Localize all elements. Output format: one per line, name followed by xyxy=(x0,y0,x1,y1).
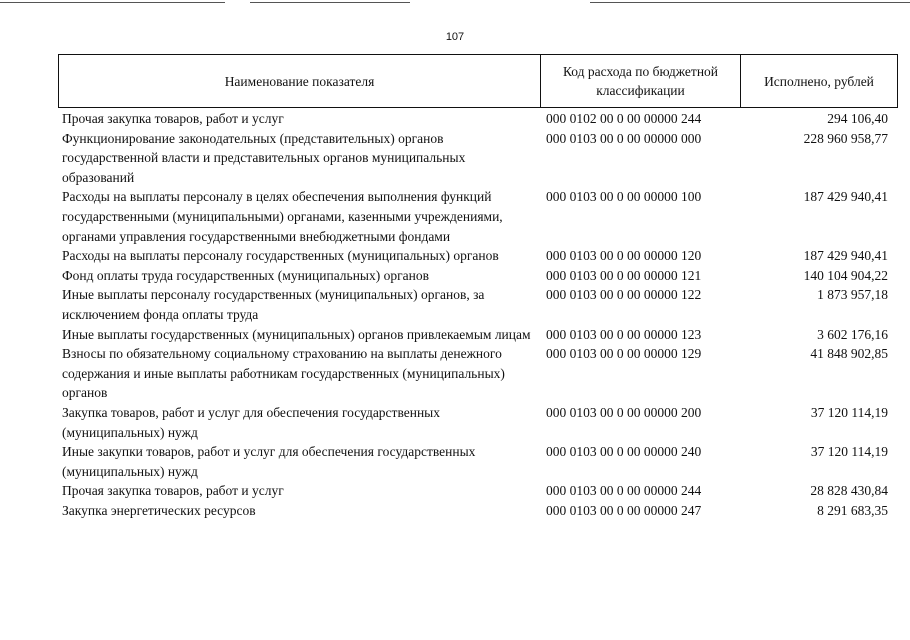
scan-top-line xyxy=(250,2,410,3)
table-row xyxy=(62,246,890,266)
table-row xyxy=(62,187,890,246)
table-header xyxy=(58,54,898,108)
row-name: Расходы на выплаты персоналу в целях обеспечения выполнения функций государственными (муниципальными) органами, казенными учреждениями, органами управления государственными внебюджетными фондами xyxy=(62,189,503,244)
row-name: Закупка энергетических ресурсов xyxy=(62,502,256,518)
table-row xyxy=(62,501,890,521)
row-code: 000 0103 00 0 00 00000 000 xyxy=(546,130,702,146)
row-name: Иные выплаты государственных (муниципальных) органов привлекаемым лицам xyxy=(62,326,531,342)
row-code: 000 0103 00 0 00 00000 200 xyxy=(546,404,702,420)
row-code: 000 0103 00 0 00 00000 121 xyxy=(546,267,702,283)
header-value: Исполнено, рублей xyxy=(764,73,874,89)
row-value: 294 106,40 xyxy=(827,111,888,126)
row-name: Расходы на выплаты персоналу государственных (муниципальных) органов xyxy=(62,248,499,264)
page-number: 107 xyxy=(445,31,465,43)
row-code: 000 0103 00 0 00 00000 123 xyxy=(546,326,702,342)
row-name: Прочая закупка товаров, работ и услуг xyxy=(62,111,284,126)
table-row xyxy=(62,344,890,403)
row-value: 187 429 940,41 xyxy=(803,189,888,205)
row-value: 228 960 958,77 xyxy=(803,130,888,146)
row-name: Иные выплаты персоналу государственных (муниципальных) органов, за исключением фонда оплаты труда xyxy=(62,287,485,322)
header-code: Код расхода по бюджетной классификации xyxy=(541,55,741,107)
row-code: 000 0103 00 0 00 00000 122 xyxy=(546,287,702,303)
row-code: 000 0103 00 0 00 00000 247 xyxy=(546,502,702,518)
row-name: Закупка товаров, работ и услуг для обеспечения государственных (муниципальных) нужд xyxy=(62,404,441,440)
table-row xyxy=(62,481,890,501)
row-name: Взносы по обязательному социальному страхованию на выплаты денежного содержания и иные выплаты работникам государственных (муниципальных) органов xyxy=(62,346,505,401)
row-name: Фонд оплаты труда государственных (муниципальных) органов xyxy=(62,267,429,283)
row-code: 000 0103 00 0 00 00000 100 xyxy=(546,189,702,205)
row-value: 187 429 940,41 xyxy=(803,248,888,264)
row-value: 37 120 114,19 xyxy=(810,404,888,420)
row-value: 8 291 683,35 xyxy=(817,502,888,518)
table-row xyxy=(62,442,890,481)
scan-top-line xyxy=(0,2,225,3)
table-row xyxy=(62,129,890,188)
table-row xyxy=(62,285,890,324)
table-row xyxy=(62,109,890,129)
row-value: 140 104 904,22 xyxy=(803,267,888,283)
row-name: Прочая закупка товаров, работ и услуг xyxy=(62,483,284,499)
row-value: 37 120 114,19 xyxy=(810,444,888,460)
table-body xyxy=(62,109,890,520)
row-value: 41 848 902,85 xyxy=(810,346,888,362)
scan-top-line xyxy=(590,2,910,3)
row-code: 000 0103 00 0 00 00000 240 xyxy=(546,444,702,460)
row-value: 1 873 957,18 xyxy=(817,287,888,303)
row-name: Функционирование законодательных (представительных) органов государственной власти и представительных органов муниципальных образований xyxy=(62,130,466,185)
row-name: Иные закупки товаров, работ и услуг для обеспечения государственных (муниципальных) нужд xyxy=(62,444,476,479)
row-code: 000 0102 00 0 00 00000 244 xyxy=(546,111,702,126)
table-row xyxy=(62,325,890,345)
row-value: 28 828 430,84 xyxy=(810,483,888,499)
row-value: 3 602 176,16 xyxy=(817,326,888,342)
table-row xyxy=(62,266,890,286)
row-code: 000 0103 00 0 00 00000 120 xyxy=(546,248,702,264)
table-row xyxy=(62,403,890,442)
row-code: 000 0103 00 0 00 00000 129 xyxy=(546,346,702,362)
header-name: Наименование показателя xyxy=(59,55,541,107)
row-code: 000 0103 00 0 00 00000 244 xyxy=(546,483,702,499)
